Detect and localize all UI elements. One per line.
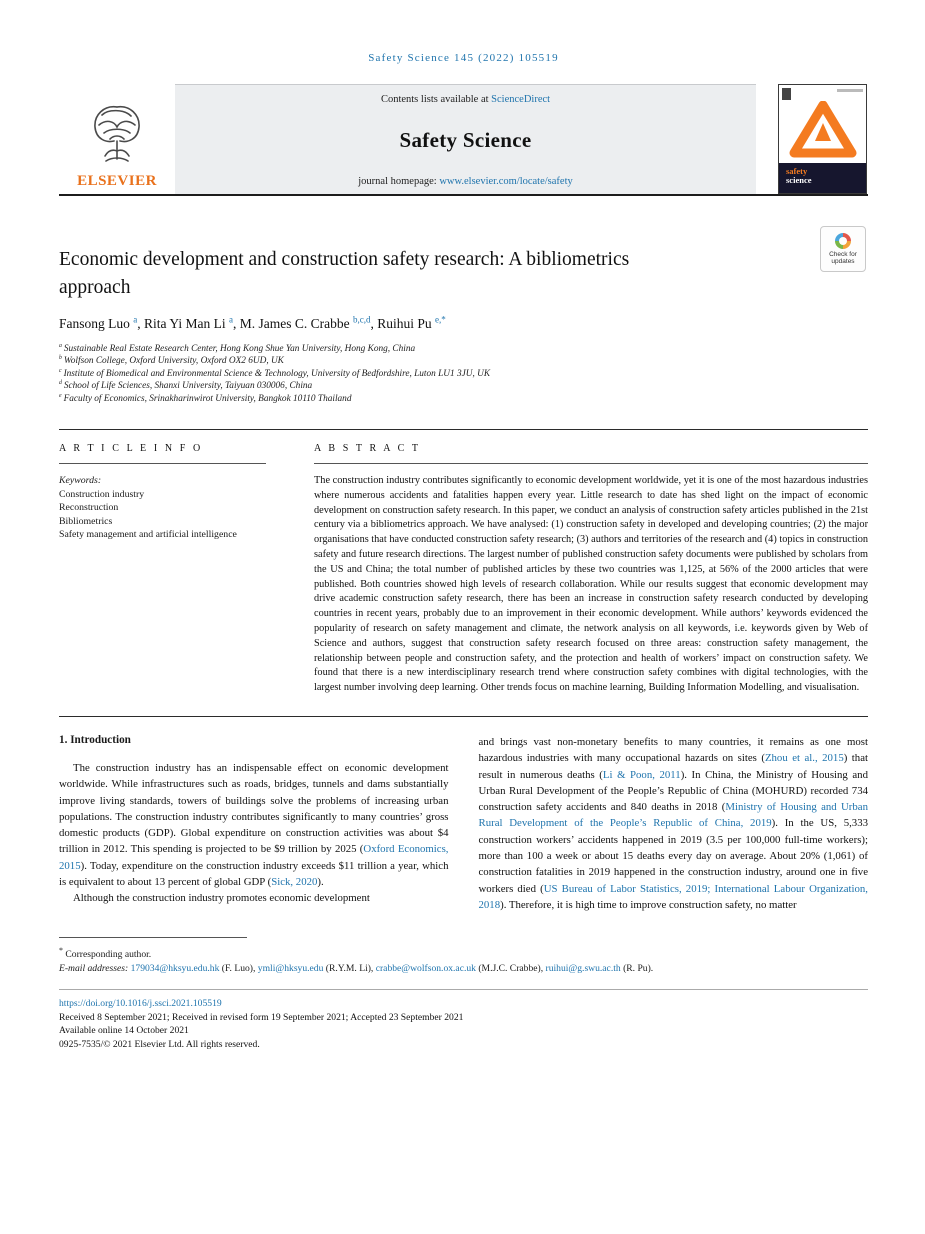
text-segment: Fansong Luo: [59, 316, 134, 331]
inline-link[interactable]: a: [229, 314, 233, 325]
cover-word-science: science: [786, 175, 812, 185]
section-heading: 1. Introduction: [59, 733, 131, 746]
email-addresses-line: [59, 962, 868, 976]
text-segment: ). Today, expenditure on the construction industry exceeds $11 trillion a year, which is equivalent to about 13 percent of global GDP (: [59, 859, 449, 889]
article-info-heading: A R T I C L E I N F O: [59, 443, 203, 455]
sciencedirect-link[interactable]: ScienceDirect: [491, 94, 551, 105]
inline-link[interactable]: a: [133, 314, 138, 325]
inline-link[interactable]: Ministry of Housing and Urban Rural Development of the People’s Republic of China, 2019: [478, 801, 868, 830]
text-segment: , M. James C. Crabbe: [233, 316, 353, 331]
body-columns: [59, 734, 868, 913]
inline-link[interactable]: 179034@hksyu.edu.hk: [130, 962, 220, 974]
footnote-rule: [59, 937, 247, 938]
intro-paragraph-3: [479, 734, 869, 913]
text-segment: The construction industry has an indispensable effect on economic development worldwide. While infrastructures such as roads, bridges, tunnels and dams substantially improve living standards, towers of buildings solve the problems of increasing urban populations. The construction industry contributes significantly to many countries’ gross domestic products (GDP). Global expenditure on construction activities was about $4 trillion in 2012. This spending is projected to be $9 trillion by 2025 (: [59, 761, 449, 856]
text-segment: (F. Luo),: [219, 962, 258, 974]
footnote-block: [59, 937, 868, 975]
intro-paragraph-2: [59, 890, 449, 906]
copyright-line: 0925-7535/© 2021 Elsevier Ltd. All rights reserved.: [59, 1038, 260, 1050]
affiliation: $^d$ School of Life Sciences, Shanxi University, Taiyuan 030006, China: [59, 380, 313, 392]
authors-line: [59, 316, 868, 332]
text-segment: ) that result in numerous deaths (: [478, 752, 868, 781]
abstract-heading: A B S T R A C T: [314, 443, 421, 455]
text-segment: , Ruihui Pu: [370, 316, 435, 331]
homepage-line: [358, 176, 573, 187]
journal-reference-link[interactable]: Safety Science 145 (2022) 105519: [368, 52, 559, 64]
journal-cover-thumbnail-icon[interactable]: [778, 84, 867, 194]
available-online: Available online 14 October 2021: [59, 1025, 189, 1037]
abstract-rule: [314, 463, 868, 464]
article-title: Economic development and construction safety research: A bibliometrics approach: [59, 249, 630, 298]
journal-title: Safety Science: [399, 128, 532, 152]
text-segment: (R. Pu).: [620, 962, 654, 974]
text-segment: ). In China, the Ministry of Housing and Urban Rural Development of the People’s Republic of China (MOHURD) recorded 734 construction safety accidents and 840 deaths in 2018 (: [478, 768, 868, 814]
article-info-rule: [59, 463, 266, 464]
elsevier-logo: [59, 84, 175, 194]
elsevier-wordmark: ELSEVIER: [77, 173, 157, 189]
keyword: Construction industry: [59, 488, 145, 500]
keyword: Reconstruction: [59, 502, 119, 514]
journal-banner: [175, 84, 756, 194]
inline-link[interactable]: e,*: [435, 314, 446, 325]
cover-word-safety: safety: [786, 166, 808, 176]
affiliations: [59, 343, 868, 405]
keyword: Safety management and artificial intelligence: [59, 529, 237, 541]
body-left-column: [59, 734, 449, 913]
check-for-updates-badge[interactable]: [820, 226, 866, 272]
article-info-column: [59, 443, 266, 696]
contents-prefix: Contents lists available at: [380, 94, 492, 105]
affiliation: $^e$ Faculty of Economics, Srinakharinwirot University, Bangkok 10110 Thailand: [59, 392, 352, 404]
journal-cover[interactable]: [778, 84, 868, 194]
text-segment: (M.J.C. Crabbe),: [475, 962, 546, 974]
affiliation: $^b$ Wolfson College, Oxford University, Oxford OX2 6UD, UK: [59, 355, 284, 367]
text-segment: and brings vast non-monetary benefits to many countries, it remains as one most hazardous industries with many occupational hazards on sites (: [478, 735, 868, 765]
intro-paragraph-1: [59, 760, 449, 890]
cover-top-text: [837, 89, 863, 92]
journal-header: [59, 84, 868, 196]
journal-homepage-link[interactable]: www.elsevier.com/locate/safety: [439, 176, 573, 187]
cover-barcode-mark: [782, 88, 791, 100]
text-segment: Although the construction industry promotes economic development: [73, 892, 370, 905]
text-segment: (R.Y.M. Li),: [323, 962, 376, 974]
inline-link[interactable]: ymli@hksyu.edu: [257, 962, 324, 974]
inline-link[interactable]: ruihui@g.swu.ac.th: [545, 962, 621, 974]
keyword: Bibliometrics: [59, 515, 113, 527]
inline-link[interactable]: Sick, 2020: [271, 876, 318, 889]
safety-triangle-icon: [789, 101, 857, 164]
abstract-text: The construction industry contributes significantly to economic development worldwide, yet it is one of the most hazardous industries where numerous accidents and fatalities happen every year. Little research to date has shed light on the impact of economic development on construction safety research. In this paper, we conduct an analysis of construction safety articles published in the 21st century via a bibliometrics approach. We have analysed: (1) construction safety in developed and developing countries; (2) the major organisations that have conducted construction safety research; (3) authors and territories of the research and (4) topics in construction safety and future research directions. The largest number of published construction safety documents were published by scholars from the US and China; the total number of published articles by these two countries was 1,125, at 56% of the 2000 articles that were published. Both countries showed high levels of research collaboration. While our results suggest that economic development may drive academic construction safety research, there has been an increase in construction safety research conducted by developing countries in recent years, probably due to an improvement in their economic development. While authors’ keywords evidenced the popularity of research on safety management and climate, the network analysis on all keywords, i.e. keywords given by Web of Science and authors, suggest that construction safety research focused on three areas: construction safety management, the relationship between people and construction safety, and the protection and health of workers’ impact on construction safety. We found that there is a new interdisciplinary research trend where construction safety combines with digital technologies, with the largest number involving deep learning. Other trends focus on machine learning, Building Information Modelling, and visualisation.: [314, 475, 868, 694]
affiliation: $^c$ Institute of Biomedical and Environmental Science & Technology, University of Bedfordshire, Luton LU1 3JU, UK: [59, 367, 491, 379]
info-abstract-section: [59, 429, 868, 717]
abstract-column: [314, 443, 868, 696]
text-segment: ). In the US, 5,333 construction workers’ accidents happened in 2019 (3.5 per 100,000 full-time workers); more than 100 a week or about 15 deaths every day on average. About 20% (1,061) of construction fatalities in 2019 happened in the construction industry, around one in five workers died (: [478, 817, 868, 895]
affiliation: $^a$ Sustainable Real Estate Research Center, Hong Kong Shue Yan University, Hong Kong, China: [59, 342, 416, 354]
email-label: E-mail addresses:: [59, 962, 129, 974]
inline-link[interactable]: Oxford Economics, 2015: [59, 843, 449, 872]
received-dates: Received 8 September 2021; Received in revised form 19 September 2021; Accepted 23 September 2021: [59, 1011, 464, 1023]
text-segment: ).: [317, 876, 324, 889]
inline-link[interactable]: US Bureau of Labor Statistics, 2019; International Labour Organization, 2018: [478, 882, 868, 911]
title-row: [59, 246, 868, 301]
check-updates-label: Check for updates: [829, 251, 857, 265]
crossmark-icon: [835, 233, 851, 249]
inline-link[interactable]: Li & Poon, 2011: [602, 768, 681, 781]
email-links: [131, 963, 654, 974]
inline-link[interactable]: b,c,d: [352, 314, 371, 325]
elsevier-tree-icon: [84, 101, 150, 171]
body-right-column: [479, 734, 869, 913]
cover-title-band: [779, 163, 866, 193]
doi-link[interactable]: https://doi.org/10.1016/j.ssci.2021.105519: [59, 998, 222, 1010]
inline-link[interactable]: crabbe@wolfson.ox.ac.uk: [375, 962, 476, 974]
contents-line: [381, 94, 550, 105]
inline-link[interactable]: Zhou et al., 2015: [764, 752, 844, 765]
text-segment: ). Therefore, it is high time to improve construction safety, no matter: [500, 898, 797, 911]
keywords-label: Keywords:: [59, 475, 102, 487]
homepage-prefix: journal homepage:: [358, 176, 440, 187]
text-segment: , Rita Yi Man Li: [137, 316, 229, 331]
bottom-block: [59, 989, 868, 1051]
corresponding-author-note: * Corresponding author.: [59, 946, 152, 961]
